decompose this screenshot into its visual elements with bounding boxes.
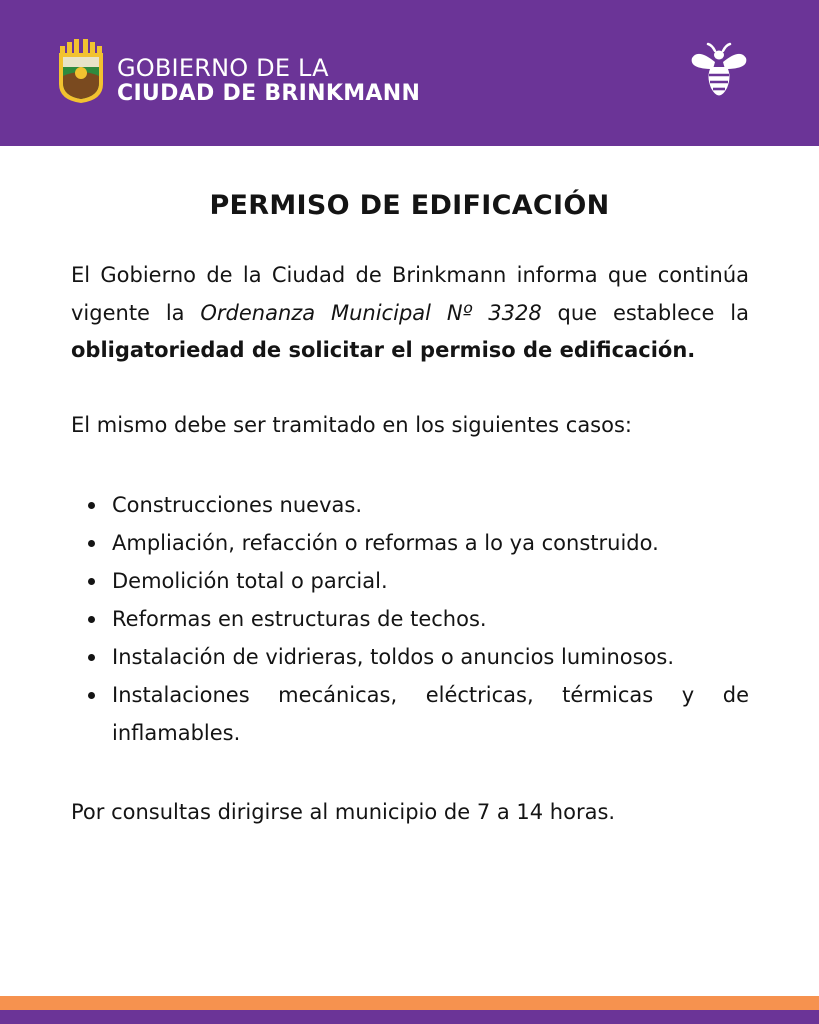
cases-list [71,486,749,752]
logo-wordmark [117,56,420,105]
list-item: Instalación de vidrieras, toldos o anuncios luminosos. [71,638,749,676]
logo-line-1: GOBIERNO DE LA [117,54,329,82]
ordinance-reference: Ordenanza Municipal Nº 3328 [200,300,542,325]
logo-line-2: CIUDAD DE BRINKMANN [117,81,421,106]
list-item: Instalaciones mecánicas, eléctricas, térmicas y de inflamables. [71,676,749,752]
closing-note: Por consultas dirigirse al municipio de 7 a 14 horas. [71,800,616,824]
document-body [71,257,749,832]
intro-paragraph [71,257,749,370]
obligation-emphasis: obligatoriedad de solicitar el permiso de edificación. [71,338,696,362]
list-item: Demolición total o parcial. [71,562,749,600]
intro-text: El Gobierno de la Ciudad de Brinkmann informa que continúa vigente la [71,263,749,325]
bee-icon [688,42,750,102]
cases-intro: El mismo debe ser tramitado en los siguientes casos: [71,412,632,437]
list-item: Reformas en estructuras de techos. [71,600,749,638]
footer-stripe-purple [0,1010,819,1024]
intro-text-continued: que establece la [541,300,749,325]
city-crest-icon [56,38,106,104]
list-item: Ampliación, refacción o reformas a lo ya construido. [71,524,749,562]
list-item: Construcciones nuevas. [71,486,749,524]
footer-stripe-orange [0,996,819,1010]
header-banner [0,0,819,146]
page-title: PERMISO DE EDIFICACIÓN [209,190,610,221]
